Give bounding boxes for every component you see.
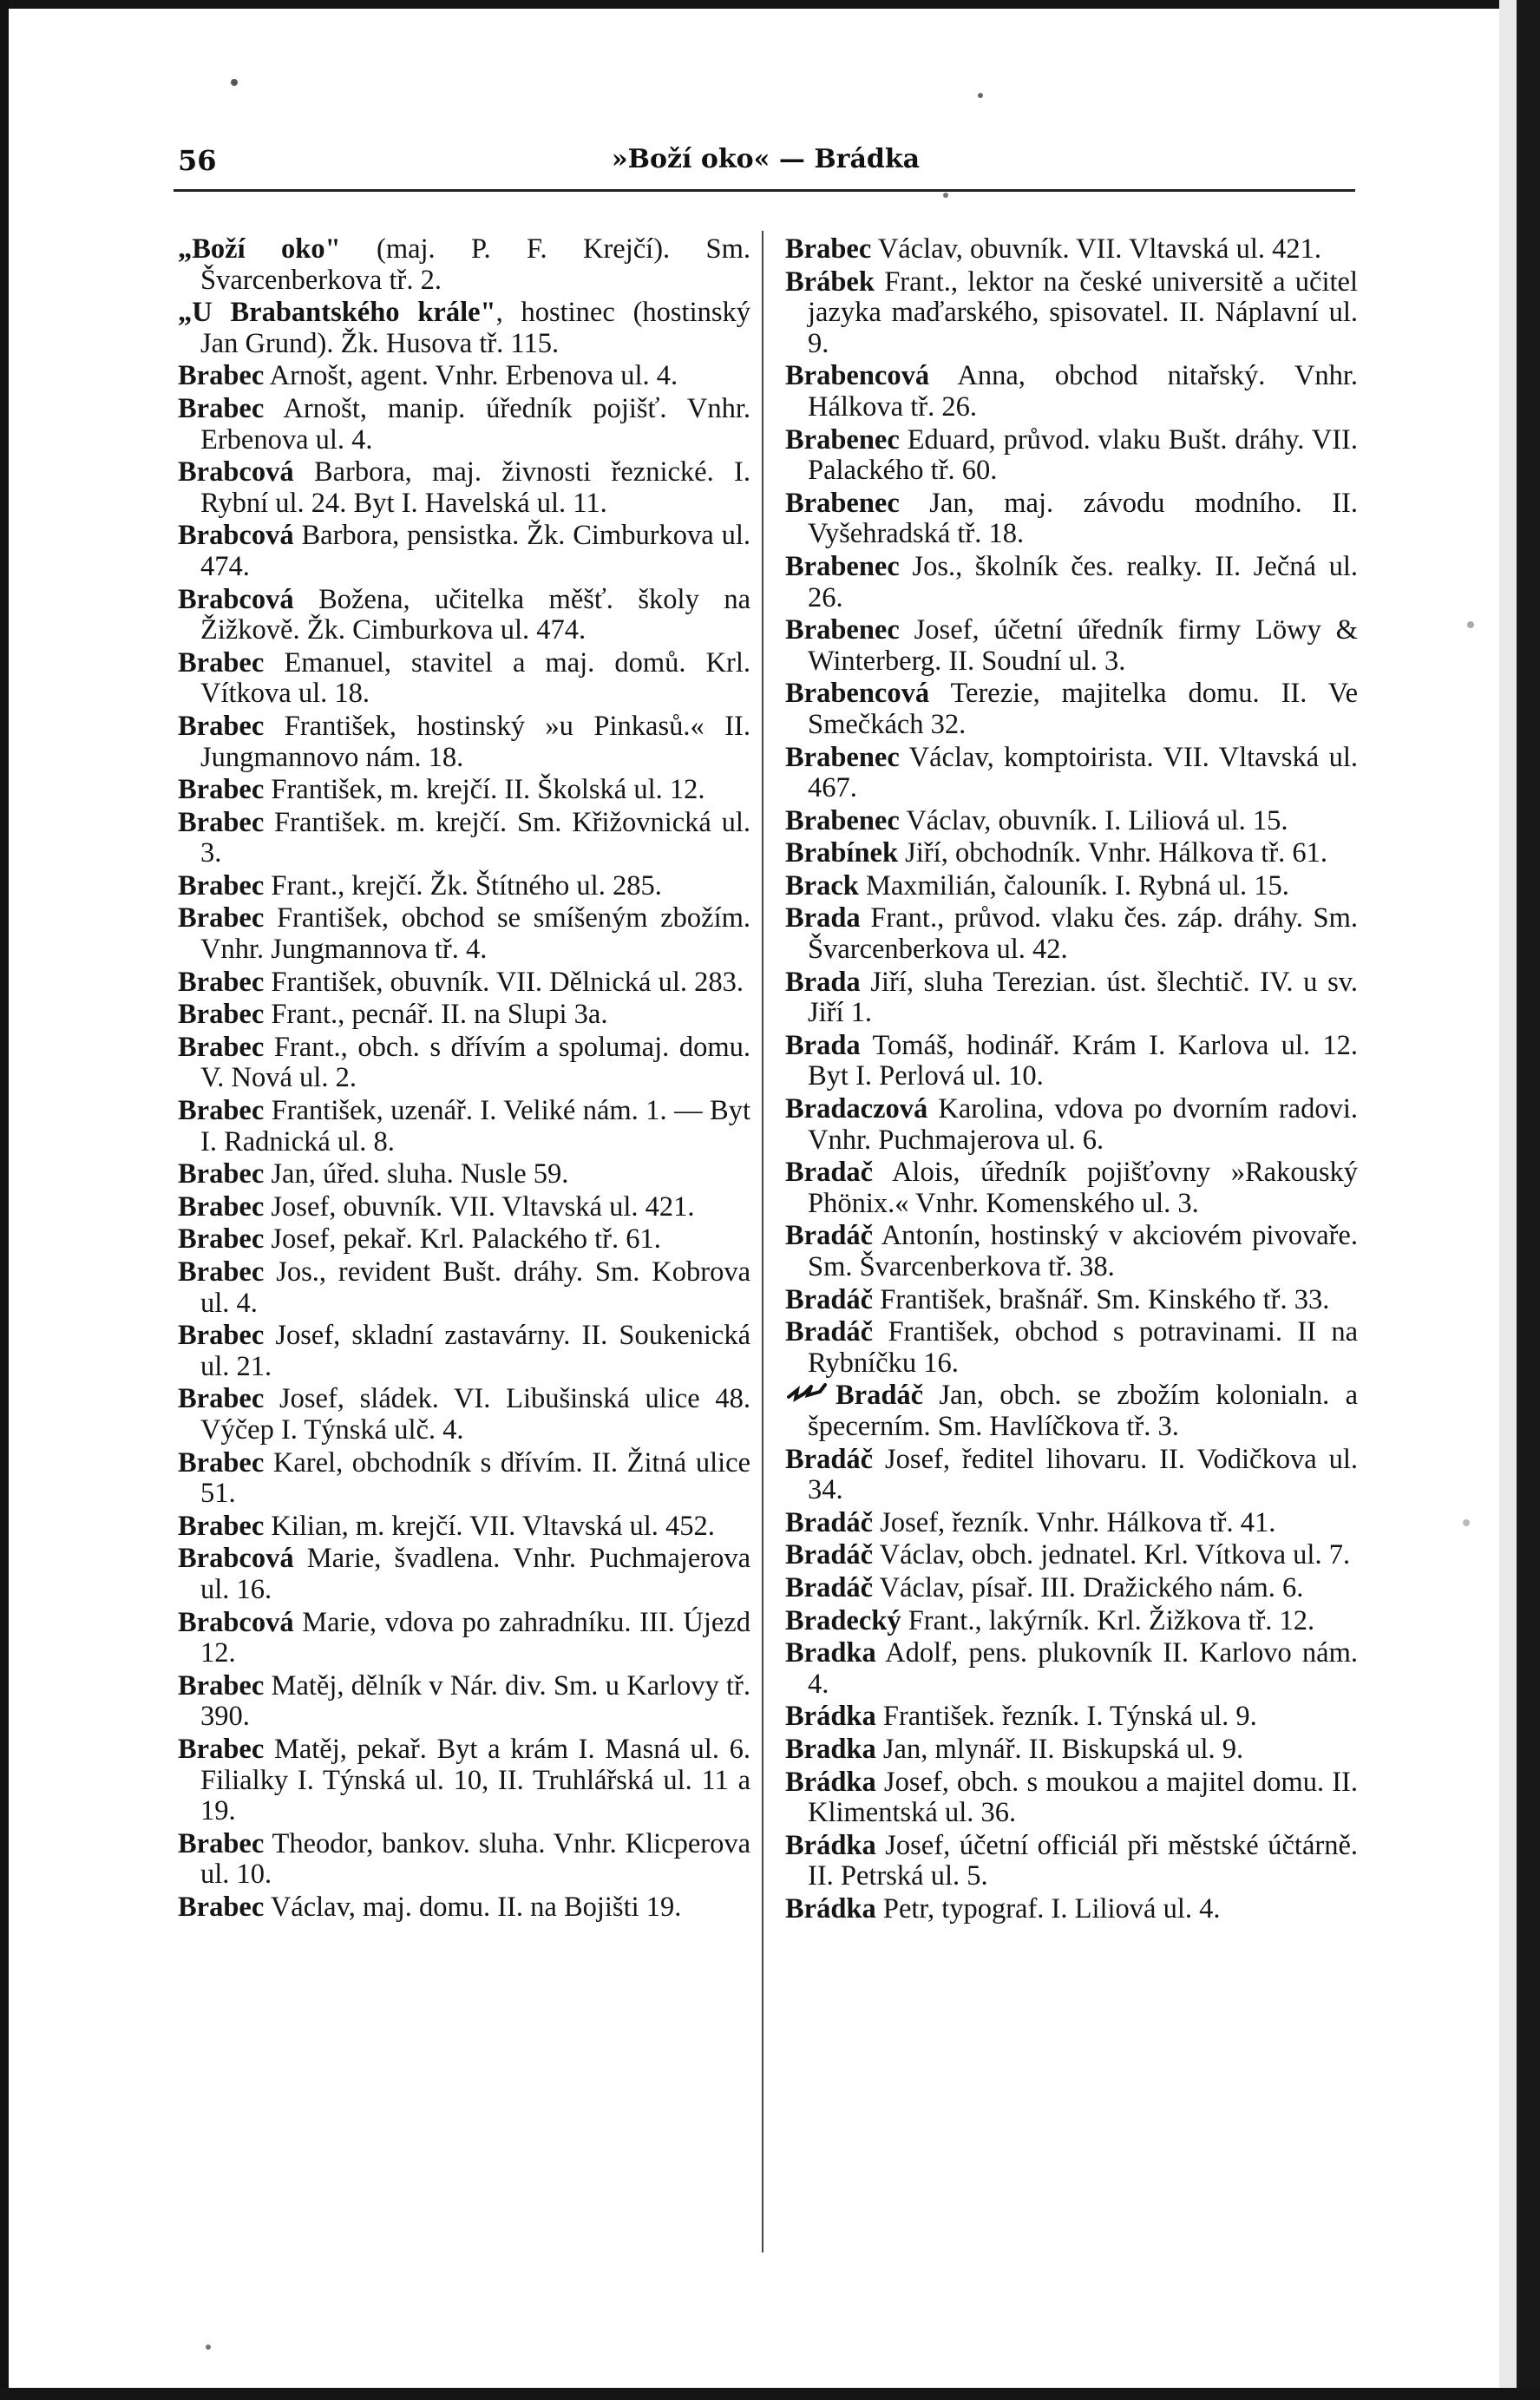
header-rule [174,189,1355,192]
directory-entry [178,1192,750,1223]
entry-surname: Bradáč [785,1539,874,1571]
entry-surname: Brabec [178,1383,265,1415]
entry-details: Eduard, průvod. vlaku Bušt. dráhy. VII. Palackého tř. 60. [808,423,1358,487]
entry-details: Jiří, sluha Terezian. úst. šlechtič. IV. u sv. Jiří 1. [808,966,1358,1029]
right-column [785,234,1358,1926]
directory-entry [785,1094,1358,1156]
directory-entry [785,267,1358,360]
directory-entry [785,615,1358,677]
entry-surname: Bradáč [836,1380,924,1412]
directory-entry [785,1702,1358,1733]
directory-entry [178,298,750,359]
entry-surname: Bradač [785,1157,874,1189]
directory-entry [785,871,1358,902]
entry-details: , hostinec (hostinský Jan Grund). Žk. Husova tř. 115. [200,297,750,359]
entry-details: František, obchod se smíšeným zbožím. Vnhr. Jungmannova tř. 4. [200,902,750,966]
entry-surname: Brabec [178,966,265,998]
entry-surname: Brabec [178,1510,265,1542]
directory-entry [785,1508,1358,1539]
entry-details: Václav, obuvník. VII. Vltavská ul. 421. [871,233,1322,265]
entry-details: František, uzenář. I. Veliké nám. 1. — Byt I. Radnická ul. 8. [200,1095,750,1157]
entry-details: Václav, písař. III. Dražického nám. 6. [873,1571,1304,1603]
entry-details: Josef, obch. s moukou a majitel domu. II. Klimentská ul. 36. [808,1766,1358,1829]
scan-border-left [0,0,9,2400]
directory-entry [785,361,1358,423]
directory-entry [178,1321,750,1382]
entry-details: Karel, obchodník s dřívím. II. Žitná ulice 51. [200,1446,750,1510]
entry-surname: Brabenec [785,614,900,646]
entry-surname: Brabcová [178,1543,294,1575]
entry-surname: Brabcová [178,456,294,489]
running-title: »Boží oko« — Brádka [611,144,921,174]
entry-details: Jan, mlynář. II. Biskupská ul. 9. [875,1733,1244,1765]
entry-details: Frant., lakýrník. Krl. Žižkova tř. 12. [901,1604,1315,1636]
entry-details: František, brašnář. Sm. Kinského tř. 33. [873,1283,1330,1315]
entry-surname: Brádka [785,1829,876,1861]
entry-surname: Brada [785,1029,861,1061]
entry-details: Frant., průvod. vlaku čes. záp. dráhy. Sm. Švarcenberkova ul. 42. [808,902,1358,966]
entry-details: Frant., lektor na české universitě a učitel jazyka maďarského, spisovatel. II. Náplavní ul. 9. [808,266,1358,359]
speck [1467,621,1474,628]
bird-mark-icon [785,1381,830,1407]
entry-surname: Brada [785,902,861,934]
directory-entry [178,1734,750,1827]
entry-details: Theodor, bankov. sluha. Vnhr. Klicperova ul. 10. [200,1827,750,1891]
directory-entry [785,1445,1358,1506]
entry-surname: Brabec [178,1733,265,1765]
directory-entry [178,585,750,646]
entry-details: Jiří, obchodník. Vnhr. Hálkova tř. 61. [898,837,1328,869]
entry-details: Václav, obch. jednatel. Krl. Vítkova ul. 7. [873,1539,1351,1571]
entry-details: Jan, obch. se zbožím kolonialn. a špecerním. Sm. Havlíčkova tř. 3. [808,1380,1358,1442]
directory-entry [785,967,1358,1029]
entry-surname: Bradáč [785,1316,874,1348]
entry-surname: Brabenec [785,550,900,582]
entry-details: Václav, obuvník. I. Liliová ul. 15. [899,804,1288,836]
directory-entry [178,967,750,999]
directory-entry [785,838,1358,869]
entry-details: Marie, švadlena. Vnhr. Puchmajerova ul. 16. [200,1543,750,1605]
entry-details: Jan, maj. závodu modního. II. Vyšehradská tř. 18. [808,487,1358,550]
entry-surname: Brádka [785,1892,876,1925]
entry-surname: Brabec [178,1669,265,1702]
entry-surname: Brádka [785,1766,876,1798]
entry-details: Terezie, majitelka domu. II. Ve Smečkách 32. [808,678,1358,740]
directory-entry [785,552,1358,613]
entry-details: Barbora, pensistka. Žk. Cimburkova ul. 474. [200,520,750,582]
directory-entry [178,775,750,806]
entry-surname: Bradaczová [785,1093,928,1125]
entry-surname: Brabec [178,646,265,679]
entry-surname: Brabencová [785,360,930,392]
entry-details: František. řezník. I. Týnská ul. 9. [875,1701,1257,1733]
entry-surname: Brabec [178,999,265,1031]
page-gutter [1499,0,1517,2400]
entry-surname: Brabec [178,774,265,806]
entry-surname: Bradáč [785,1283,874,1315]
directory-entry [785,1031,1358,1092]
directory-entry [785,425,1358,487]
entry-surname: Brabcová [178,1606,294,1638]
entry-details: František, obchod s potravinami. II na Rybníčku 16. [808,1316,1358,1379]
entry-surname: Bradecký [785,1604,901,1636]
scan-border-right [1517,0,1540,2400]
entry-surname: Brabec [178,1891,265,1923]
entry-details: František, obuvník. VII. Dělnická ul. 283. [264,966,744,998]
directory-entry [785,1831,1358,1892]
entry-surname: „Boží oko" [178,233,341,265]
entry-surname: Bradáč [785,1571,874,1603]
directory-entry [178,1448,750,1510]
directory-entry [178,1096,750,1157]
directory-entry [785,903,1358,965]
directory-entry [785,1380,1358,1442]
entry-details: Matěj, pekař. Byt a krám I. Masná ul. 6. Filialky I. Týnská ul. 10, II. Truhlářská ul. 11 a 19. [200,1733,750,1827]
directory-entry [785,1894,1358,1925]
entry-details: Marie, vdova po zahradníku. III. Újezd 12. [200,1606,750,1669]
entry-details: Josef, účetní úředník firmy Löwy & Winterberg. II. Soudní ul. 3. [808,614,1358,677]
entry-surname: Brabec [178,1223,265,1256]
directory-entry [178,808,750,869]
entry-details: Emanuel, stavitel a maj. domů. Krl. Vítkova ul. 18. [200,646,750,710]
entry-surname: Brabec [178,806,265,838]
entry-surname: Brabcová [178,583,294,615]
entry-surname: Bradáč [785,1506,874,1538]
directory-entry [178,1511,750,1543]
entry-surname: Brabec [178,1190,265,1223]
directory-entry [178,903,750,965]
directory-entry [178,1829,750,1891]
entry-surname: Brabec [785,233,872,265]
directory-entry [785,1767,1358,1829]
entry-surname: Brabec [178,1095,265,1127]
directory-entry [178,234,750,296]
entry-details: Frant., krejčí. Žk. Štítného ul. 285. [264,869,662,902]
entry-details: Alois, úředník pojišťovny »Rakouský Phönix.« Vnhr. Komenského ul. 3. [808,1157,1358,1219]
directory-entry [178,871,750,902]
directory-entry [178,1671,750,1733]
speck [978,93,983,98]
directory-entry [178,1608,750,1669]
directory-entry [178,648,750,710]
entry-details: Kilian, m. krejčí. VII. Vltavská ul. 452. [264,1510,715,1542]
entry-surname: Brabec [178,360,265,392]
speck [1463,1519,1470,1526]
directory-entry [785,679,1358,740]
directory-entry [178,1159,750,1190]
directory-entry [178,394,750,456]
entry-surname: Brabenec [785,741,900,773]
directory-entry [178,457,750,519]
entry-surname: Bradka [785,1637,876,1669]
directory-entry [178,1892,750,1924]
left-column [178,234,750,1925]
entry-details: Josef, obuvník. VII. Vltavská ul. 421. [264,1190,695,1223]
entry-details: Karolina, vdova po dvorním radovi. Vnhr. Puchmajerova ul. 6. [808,1093,1358,1156]
entry-surname: Brabec [178,1827,265,1859]
entry-details: František, hostinský »u Pinkasů.« II. Jungmannovo nám. 18. [200,710,750,773]
directory-entry [178,1033,750,1094]
column-divider [762,231,763,2252]
directory-entry [178,361,750,392]
entry-surname: Brádka [785,1701,876,1733]
entry-details: Josef, sládek. VI. Libušinská ulice 48. Výčep I. Týnská ulč. 4. [200,1383,750,1446]
entry-surname: Brabcová [178,520,294,552]
speck [206,2344,211,2350]
directory-entry [178,1257,750,1319]
page-number: 56 [178,144,217,177]
entry-surname: Brabec [178,1256,265,1288]
entry-surname: Bradáč [785,1443,874,1475]
entry-details: Arnošt, agent. Vnhr. Erbenova ul. 4. [264,360,678,392]
entry-surname: Brabencová [785,678,930,710]
entry-surname: Bradka [785,1733,876,1765]
directory-entry [785,1573,1358,1604]
entry-details: Tomáš, hodinář. Krám I. Karlova ul. 12. Byt I. Perlová ul. 10. [808,1029,1358,1092]
scan-border-top [0,0,1540,9]
directory-entry [785,1606,1358,1637]
directory-entry [178,1384,750,1446]
entry-details: Adolf, pens. plukovník II. Karlovo nám. 4. [808,1637,1358,1700]
entry-surname: Brada [785,966,861,998]
speck [231,79,238,86]
entry-surname: Brabec [178,1446,265,1479]
entry-surname: Brabenec [785,423,900,456]
speck [943,193,948,198]
entry-details: Josef, pekař. Krl. Palackého tř. 61. [264,1223,661,1256]
entry-details: Matěj, dělník v Nár. div. Sm. u Karlovy tř. 390. [200,1669,750,1733]
entry-surname: Brabec [178,1320,265,1352]
entry-details: František, m. krejčí. II. Školská ul. 12. [264,774,705,806]
directory-entry [785,1285,1358,1316]
directory-entry [785,743,1358,804]
entry-details: Božena, učitelka měšť. školy na Žižkově. Žk. Cimburkova ul. 474. [200,583,750,646]
entry-surname: „U Brabantského krále" [178,297,496,329]
entry-surname: Bradáč [785,1220,874,1252]
entry-details: (maj. P. F. Krejčí). Sm. Švarcenberkova tř. 2. [200,233,750,296]
directory-entry [785,489,1358,550]
entry-details: Barbora, maj. živnosti řeznické. I. Rybní ul. 24. Byt I. Havelská ul. 11. [200,456,750,519]
directory-entry [785,806,1358,837]
entry-details: Josef, ředitel lihovaru. II. Vodičkova ul. 34. [808,1443,1358,1506]
entry-details: Petr, typograf. I. Liliová ul. 4. [875,1892,1221,1925]
entry-details: Arnošt, manip. úředník pojišť. Vnhr. Erbenova ul. 4. [200,392,750,456]
entry-surname: Brabec [178,869,265,902]
directory-entry [785,234,1358,266]
entry-details: František. m. krejčí. Sm. Křižovnická ul. 3. [200,806,750,869]
directory-entry [178,1224,750,1256]
entry-surname: Brabenec [785,487,900,519]
entry-details: Frant., pecnář. II. na Slupi 3a. [264,999,608,1031]
entry-details: Jos., školník čes. realky. II. Ječná ul. 26. [808,550,1358,613]
directory-entry [178,1000,750,1031]
entry-surname: Brabenec [785,804,900,836]
entry-details: Maxmilián, čalouník. I. Rybná ul. 15. [858,869,1289,902]
directory-entry [178,521,750,582]
entry-details: Josef, řezník. Vnhr. Hálkova tř. 41. [873,1506,1276,1538]
entry-surname: Brabec [178,392,265,424]
entry-details: Anna, obchod nitařský. Vnhr. Hálkova tř. 26. [808,360,1358,423]
entry-details: Václav, komptoirista. VII. Vltavská ul. 467. [808,741,1358,804]
directory-entry [785,1734,1358,1766]
page-header [178,139,1353,182]
scan-border-bottom [0,2388,1540,2400]
entry-surname: Brabec [178,902,265,934]
entry-details: Václav, maj. domu. II. na Bojišti 19. [264,1891,682,1923]
entry-surname: Brabec [178,1031,265,1063]
directory-entry [785,1157,1358,1219]
entry-details: Frant., obch. s dřívím a spolumaj. domu. V. Nová ul. 2. [200,1031,750,1094]
entry-details: Josef, účetní officiál při městské účtárně. II. Petrská ul. 5. [808,1829,1358,1892]
directory-entry [785,1540,1358,1571]
entry-surname: Brabec [178,710,265,742]
entry-details: Jan, úřed. sluha. Nusle 59. [264,1158,569,1190]
entry-surname: Brack [785,869,859,902]
entry-surname: Brabec [178,1158,265,1190]
entry-details: Jos., revident Bušt. dráhy. Sm. Kobrova ul. 4. [200,1256,750,1319]
directory-entry [785,1638,1358,1700]
entry-details: Antonín, hostinský v akciovém pivovaře. Sm. Švarcenberkova tř. 38. [808,1220,1358,1282]
entry-surname: Brabínek [785,837,899,869]
directory-entry [785,1317,1358,1379]
entry-details: Josef, skladní zastavárny. II. Soukenická ul. 21. [200,1320,750,1382]
entry-surname: Brábek [785,266,875,298]
directory-entry [785,1221,1358,1282]
directory-entry [178,711,750,773]
directory-entry [178,1544,750,1605]
